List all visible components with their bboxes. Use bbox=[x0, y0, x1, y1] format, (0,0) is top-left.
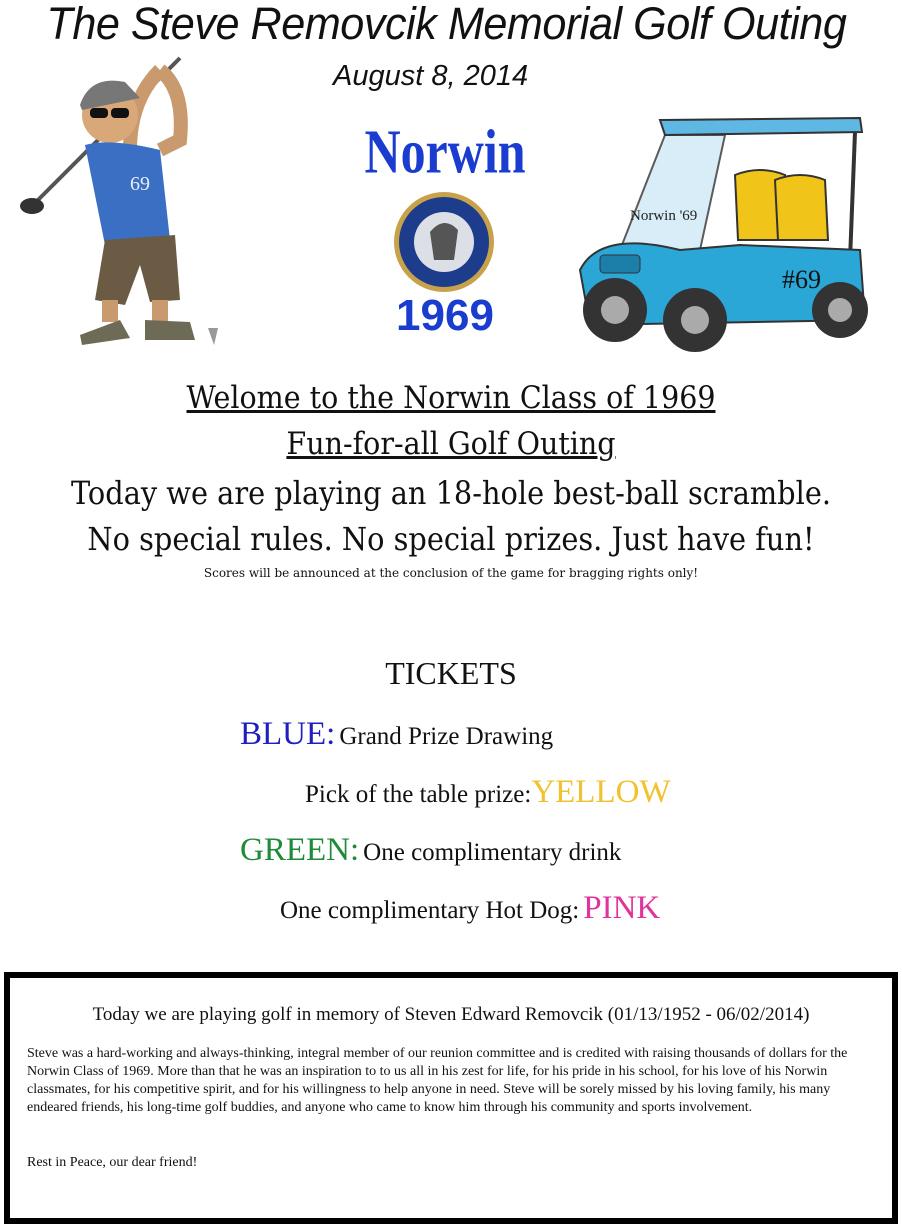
welcome-line-1: Welome to the Norwin Class of 1969 bbox=[186, 380, 716, 416]
ticket-pink-color: PINK bbox=[583, 890, 661, 926]
ticket-yellow bbox=[305, 774, 671, 811]
ticket-green-color: GREEN: bbox=[240, 832, 360, 868]
logo-year: 1969 bbox=[396, 291, 494, 340]
welcome-line-4: No special rules. No special prizes. Just have fun! bbox=[87, 520, 815, 558]
ticket-green-desc: One complimentary drink bbox=[363, 839, 622, 866]
ticket-blue-color: BLUE: bbox=[240, 716, 336, 752]
ticket-blue bbox=[240, 716, 553, 753]
memorial-closing: Rest in Peace, our dear friend! bbox=[27, 1155, 198, 1170]
ticket-yellow-color: YELLOW bbox=[531, 774, 671, 810]
ticket-green bbox=[240, 832, 621, 869]
ticket-blue-desc: Grand Prize Drawing bbox=[339, 723, 554, 750]
cart-number: #69 bbox=[782, 265, 821, 294]
memorial-box bbox=[4, 972, 898, 1224]
memorial-heading: Today we are playing golf in memory of Steven Edward Removcik (01/13/1952 - 06/02/2014) bbox=[92, 1004, 810, 1025]
logo-school-name: Norwin bbox=[364, 120, 526, 187]
welcome-line-2: Fun-for-all Golf Outing bbox=[286, 426, 616, 462]
golfer-illustration bbox=[10, 50, 230, 350]
memorial-body: Steve was a hard-working and always-thinking, integral member of our reunion committee and is credited with raising thousands of dollars for the Norwin Class of 1969. More than that he was an inspiration to to us all in his zest for life, for his pride in his school, for his love of his Norwin classmates, for his competitive spirit, and for his willingness to help anyone in need. Steve will be sorely missed by his loving family, his many endeared friends, his long-time golf buddies, and anyone who came to know him through his community and sports involvement. bbox=[27, 1046, 848, 1115]
ticket-pink bbox=[280, 890, 660, 927]
cart-sign: Norwin '69 bbox=[630, 208, 698, 224]
welcome-line-3: Today we are playing an 18-hole best-ball scramble. bbox=[70, 474, 832, 512]
golfer-shirt-number: 69 bbox=[130, 173, 150, 195]
golf-cart-illustration bbox=[570, 110, 880, 360]
tickets-heading: TICKETS bbox=[385, 655, 517, 691]
ticket-pink-desc: One complimentary Hot Dog: bbox=[280, 897, 580, 924]
ticket-yellow-desc: Pick of the table prize: bbox=[305, 781, 532, 808]
norwin-logo bbox=[350, 120, 540, 340]
event-date: August 8, 2014 bbox=[333, 60, 529, 92]
page-title: The Steve Removcik Memorial Golf Outing bbox=[46, 0, 847, 49]
knight-helmet-icon bbox=[430, 223, 458, 260]
scores-note: Scores will be announced at the conclusion of the game for bragging rights only! bbox=[203, 566, 699, 580]
